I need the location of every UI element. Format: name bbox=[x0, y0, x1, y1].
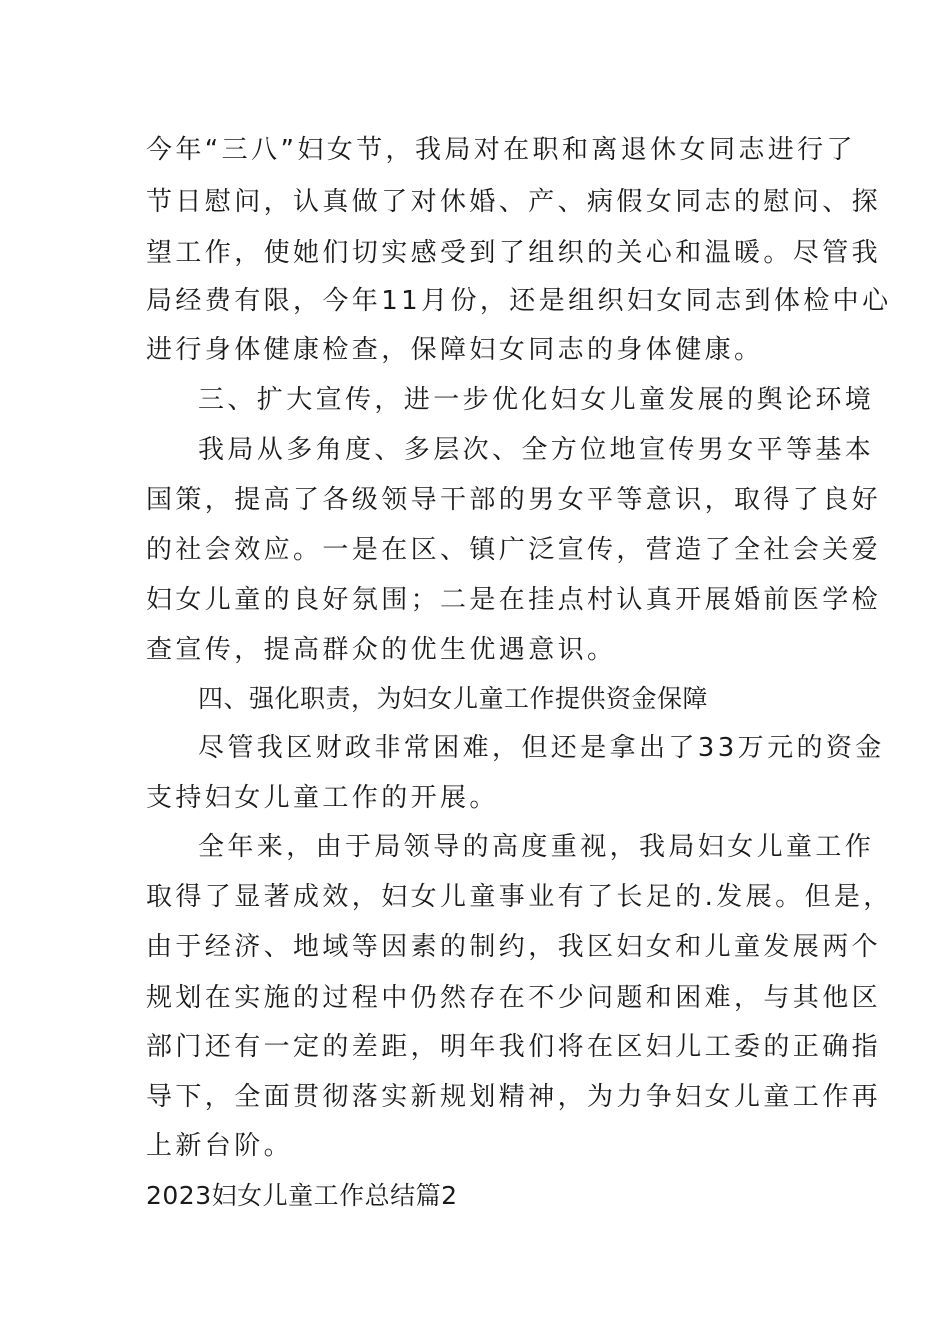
text-line: 望工作，使她们切实感受到了组织的关心和温暖。尽管我 bbox=[146, 238, 882, 268]
text-line: 的社会效应。一是在区、镇广泛宣传，营造了全社会关爱 bbox=[146, 535, 882, 565]
text-line: 节日慰问，认真做了对休婚、产、病假女同志的慰问、探 bbox=[146, 187, 882, 217]
text-line: 妇女儿童的良好氛围；二是在挂点村认真开展婚前医学检 bbox=[146, 585, 882, 615]
text-line: 上新台阶。 bbox=[146, 1131, 294, 1161]
text-line: 全年来，由于局领导的高度重视，我局妇女儿童工作 bbox=[198, 832, 875, 862]
text-line: 国策，提高了各级领导干部的男女平等意识，取得了良好 bbox=[146, 485, 882, 515]
text-line: 今年“三八”妇女节，我局对在职和离退休女同志进行了 bbox=[146, 135, 856, 165]
text-line: 规划在实施的过程中仍然存在不少问题和困难，与其他区 bbox=[146, 983, 882, 1013]
article-title: 2023妇女儿童工作总结篇2 bbox=[146, 1181, 458, 1210]
text-line: 取得了显著成效，妇女儿童事业有了长足的.发展。但是， bbox=[146, 882, 893, 912]
text-line: 查宣传，提高群众的优生优遇意识。 bbox=[146, 635, 617, 665]
text-line: 局经费有限，今年11月份，还是组织妇女同志到体检中心 bbox=[146, 286, 892, 316]
text-line: 部门还有一定的差距，明年我们将在区妇儿工委的正确指 bbox=[146, 1032, 882, 1062]
text-line: 导下，全面贯彻落实新规划精神，为力争妇女儿童工作再 bbox=[146, 1082, 882, 1112]
text-line: 尽管我区财政非常困难，但还是拿出了33万元的资金 bbox=[198, 733, 885, 763]
section-heading-3: 三、扩大宣传，进一步优化妇女儿童发展的舆论环境 bbox=[198, 385, 875, 415]
text-line: 由于经济、地域等因素的制约，我区妇女和儿童发展两个 bbox=[146, 932, 882, 962]
text-line: 进行身体健康检查，保障妇女同志的身体健康。 bbox=[146, 335, 764, 365]
text-line: 我局从多角度、多层次、全方位地宣传男女平等基本 bbox=[198, 435, 875, 465]
section-heading-4: 四、强化职责，为妇女儿童工作提供资金保障 bbox=[198, 684, 709, 713]
text-line: 支持妇女儿童工作的开展。 bbox=[146, 783, 499, 813]
